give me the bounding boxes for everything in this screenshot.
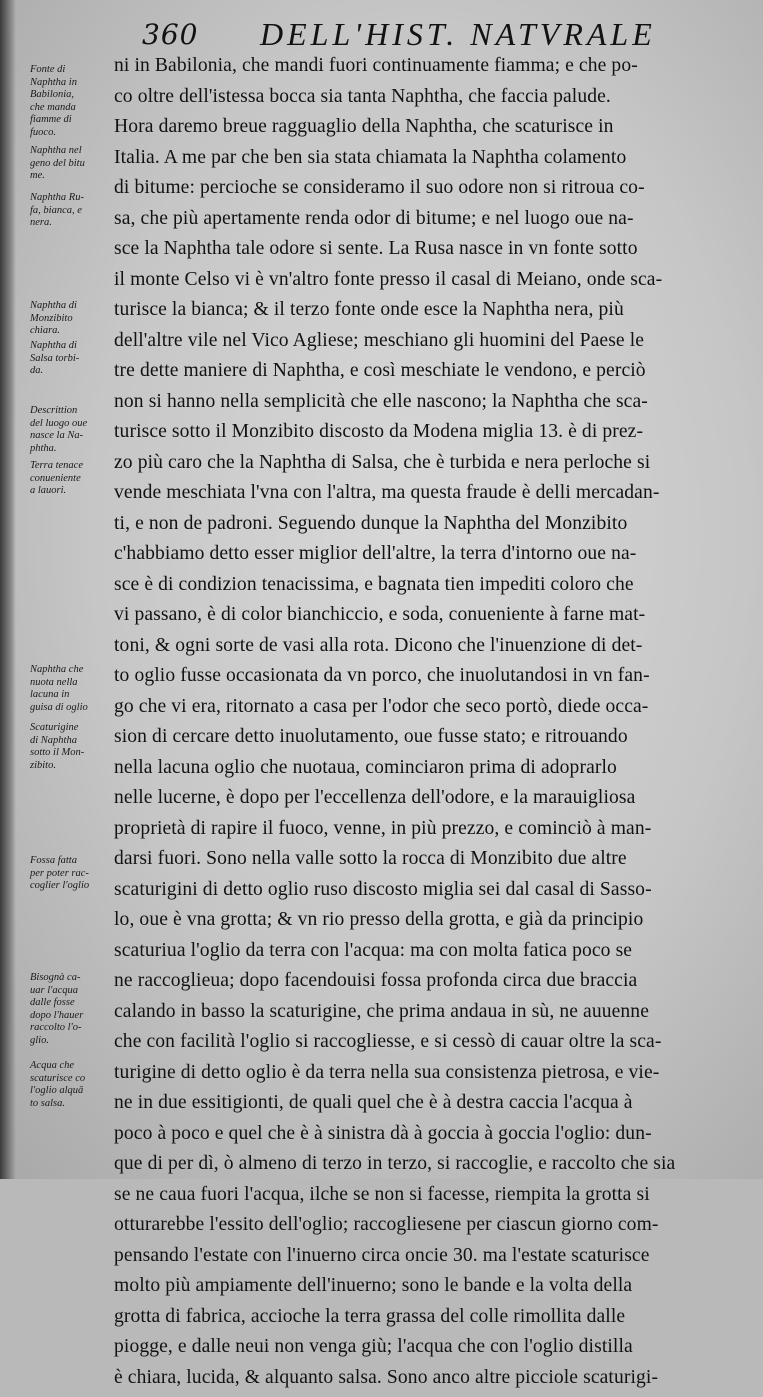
margin-note [30, 664, 122, 714]
margin-note [30, 405, 122, 455]
margin-note-line: conueniente [30, 473, 122, 486]
text-line: Hora daremo breue ragguaglio della Naphtha, che scaturisce in [114, 116, 750, 147]
margin-note-line: to salsa. [30, 1098, 122, 1111]
text-line: c'habbiamo detto esser miglior dell'altre, la terra d'intorno oue na- [114, 543, 750, 574]
margin-note-line: del luogo oue [30, 418, 122, 431]
text-line: poco à poco e quel che è à sinistra dà à goccia à goccia l'oglio: dun- [114, 1123, 750, 1154]
text-line: sce è di condizion tenacissima, e bagnata tien impediti coloro che [114, 574, 750, 605]
text-line: di bitume: percioche se consideramo il suo odore non si ritroua co- [114, 177, 750, 208]
text-line: il monte Celso vi è vn'altro fonte presso il casal di Meiano, onde sca- [114, 269, 750, 300]
margin-note-line: me. [30, 170, 122, 183]
margin-note-line: Scaturigine [30, 722, 122, 735]
margin-note-line: guisa di oglio [30, 702, 122, 715]
margin-note-line: Monzibito [30, 313, 122, 326]
text-line: turisce sotto il Monzibito discosto da Modena miglia 13. è di prez- [114, 421, 750, 452]
margin-notes [20, 0, 118, 1179]
margin-note [30, 145, 122, 183]
margin-note-line: da. [30, 365, 122, 378]
body-text [114, 55, 750, 1397]
text-line: se ne caua fuori l'acqua, ilche se non si facesse, riempita la grotta si [114, 1184, 750, 1215]
text-line: dell'altre vile nel Vico Agliese; meschiano gli huomini del Paese le [114, 330, 750, 361]
margin-note-line: nera. [30, 217, 122, 230]
margin-note-line: l'oglio alquā [30, 1085, 122, 1098]
text-line: turigine di detto oglio è da terra nella sua consistenza pietrosa, e vie- [114, 1062, 750, 1093]
margin-note [30, 64, 122, 139]
text-line: ni in Babilonia, che mandi fuori continuamente fiamma; e che po- [114, 55, 750, 86]
text-line: zo più caro che la Naphtha di Salsa, che è turbida e nera perloche si [114, 452, 750, 483]
text-line: vi passano, è di color bianchiccio, e soda, conueniente à farne mat- [114, 604, 750, 635]
page-gutter-shadow [0, 0, 16, 1179]
text-line: ne in due essitigionti, de quali quel che è à destra caccia l'acqua à [114, 1092, 750, 1123]
margin-note-line: phtha. [30, 443, 122, 456]
margin-note-line: fa, bianca, e [30, 205, 122, 218]
text-line: proprietà di rapire il fuoco, venne, in più prezzo, e cominciò à man- [114, 818, 750, 849]
text-line: scaturigini di detto oglio ruso discosto miglia sei dal casal di Sasso- [114, 879, 750, 910]
margin-note-line: che manda [30, 102, 122, 115]
margin-note-line: raccolto l'o- [30, 1022, 122, 1035]
text-line: piogge, e dalle neui non venga giù; l'acqua che con l'oglio distilla [114, 1336, 750, 1367]
text-line: lo, oue è vna grotta; & vn rio presso della grotta, e già da principio [114, 909, 750, 940]
margin-note-line: dalle fosse [30, 997, 122, 1010]
margin-note-line: zibito. [30, 760, 122, 773]
text-line: sion di cercare detto inuolutamento, oue fusse stato; e ritrouando [114, 726, 750, 757]
margin-note [30, 722, 122, 772]
margin-note-line: Fonte di [30, 64, 122, 77]
text-line: pensando l'estate con l'inuerno circa oncie 30. ma l'estate scaturisce [114, 1245, 750, 1276]
text-line: molto più ampiamente dell'inuerno; sono le bande e la volta della [114, 1275, 750, 1306]
margin-note-line: Salsa torbi- [30, 353, 122, 366]
margin-note [30, 972, 122, 1047]
text-line: sce la Naphtha tale odore si sente. La Rusa nasce in vn fonte sotto [114, 238, 750, 269]
margin-note-line: fiamme di [30, 114, 122, 127]
margin-note-line: glio. [30, 1035, 122, 1048]
margin-note-line: Naphtha di [30, 300, 122, 313]
margin-note-line: Naphtha nel [30, 145, 122, 158]
text-line: toni, & ogni sorte de vasi alla rota. Dicono che l'inuenzione di det- [114, 635, 750, 666]
margin-note-line: Bisognà ca- [30, 972, 122, 985]
margin-note [30, 300, 122, 338]
margin-note-line: nasce la Na- [30, 430, 122, 443]
text-line: ti, e non de padroni. Seguendo dunque la Naphtha del Monzibito [114, 513, 750, 544]
margin-note-line: a lauori. [30, 485, 122, 498]
margin-note-line: di Naphtha [30, 735, 122, 748]
margin-note-line: geno del bitu [30, 158, 122, 171]
text-line: sa, che più apertamente renda odor di bitume; e nel luogo oue na- [114, 208, 750, 239]
text-line: tre dette maniere di Naphtha, e così meschiate le vendono, e perciò [114, 360, 750, 391]
margin-note-line: Naphtha Ru- [30, 192, 122, 205]
margin-note-line: fuoco. [30, 127, 122, 140]
margin-note-line: nuota nella [30, 677, 122, 690]
margin-note-line: scaturisce co [30, 1073, 122, 1086]
text-line: que di per dì, ò almeno di terzo in terzo, si raccoglie, e raccolto che sia [114, 1153, 750, 1184]
margin-note [30, 340, 122, 378]
margin-note-line: Naphtha di [30, 340, 122, 353]
text-line: Italia. A me par che ben sia stata chiamata la Naphtha colamento [114, 147, 750, 178]
margin-note-line: Naphtha in [30, 77, 122, 90]
page-header [112, 10, 752, 54]
margin-note-line: Babilonia, [30, 89, 122, 102]
margin-note [30, 460, 122, 498]
text-line: che con facilità l'oglio si raccogliesse, e si cessò di cauar oltre la sca- [114, 1031, 750, 1062]
margin-note-line: Descrittion [30, 405, 122, 418]
text-line: non si hanno nella semplicità che elle nascono; la Naphtha che sca- [114, 391, 750, 422]
margin-note [30, 192, 122, 230]
text-line: nella lacuna oglio che nuotaua, cominciaron prima di adoprarlo [114, 757, 750, 788]
margin-note-line: uar l'acqua [30, 985, 122, 998]
margin-note-line: per poter rac- [30, 868, 122, 881]
text-line: go che vi era, ritornato a casa per l'odor che seco portò, diede occa- [114, 696, 750, 727]
margin-note [30, 1060, 122, 1110]
margin-note-line: Naphtha che [30, 664, 122, 677]
text-line: è chiara, lucida, & alquanto salsa. Sono anco altre picciole scaturigi- [114, 1367, 750, 1397]
text-line: otturarebbe l'essito dell'oglio; raccogliesene per ciascun giorno com- [114, 1214, 750, 1245]
margin-note-line: Fossa fatta [30, 855, 122, 868]
margin-note-line: sotto il Mon- [30, 747, 122, 760]
margin-note-line: lacuna in [30, 689, 122, 702]
text-line: grotta di fabrica, accioche la terra grassa del colle rimollita dalle [114, 1306, 750, 1337]
page-number: 360 [142, 18, 198, 51]
margin-note-line: Terra tenace [30, 460, 122, 473]
margin-note [30, 855, 122, 893]
margin-note-line: Acqua che [30, 1060, 122, 1073]
text-line: nelle lucerne, è dopo per l'eccellenza dell'odore, e la marauigliosa [114, 787, 750, 818]
text-line: co oltre dell'istessa bocca sia tanta Naphtha, che faccia palude. [114, 86, 750, 117]
text-line: to oglio fusse occasionata da vn porco, che inuolutandosi in vn fan- [114, 665, 750, 696]
margin-note-line: coglier l'oglio [30, 880, 122, 893]
running-title: DELL'HIST. NATVRALE [260, 16, 656, 53]
text-line: calando in basso la scaturigine, che prima andaua in sù, ne auuenne [114, 1001, 750, 1032]
text-line: vende meschiata l'vna con l'altra, ma questa fraude è delli mercadan- [114, 482, 750, 513]
text-line: turisce la bianca; & il terzo fonte onde esce la Naphtha nera, più [114, 299, 750, 330]
margin-note-line: dopo l'hauer [30, 1010, 122, 1023]
text-line: darsi fuori. Sono nella valle sotto la rocca di Monzibito due altre [114, 848, 750, 879]
margin-note-line: chiara. [30, 325, 122, 338]
text-line: ne raccoglieua; dopo facendouisi fossa profonda circa due braccia [114, 970, 750, 1001]
text-line: scaturiua l'oglio da terra con l'acqua: ma con molta fatica poco se [114, 940, 750, 971]
